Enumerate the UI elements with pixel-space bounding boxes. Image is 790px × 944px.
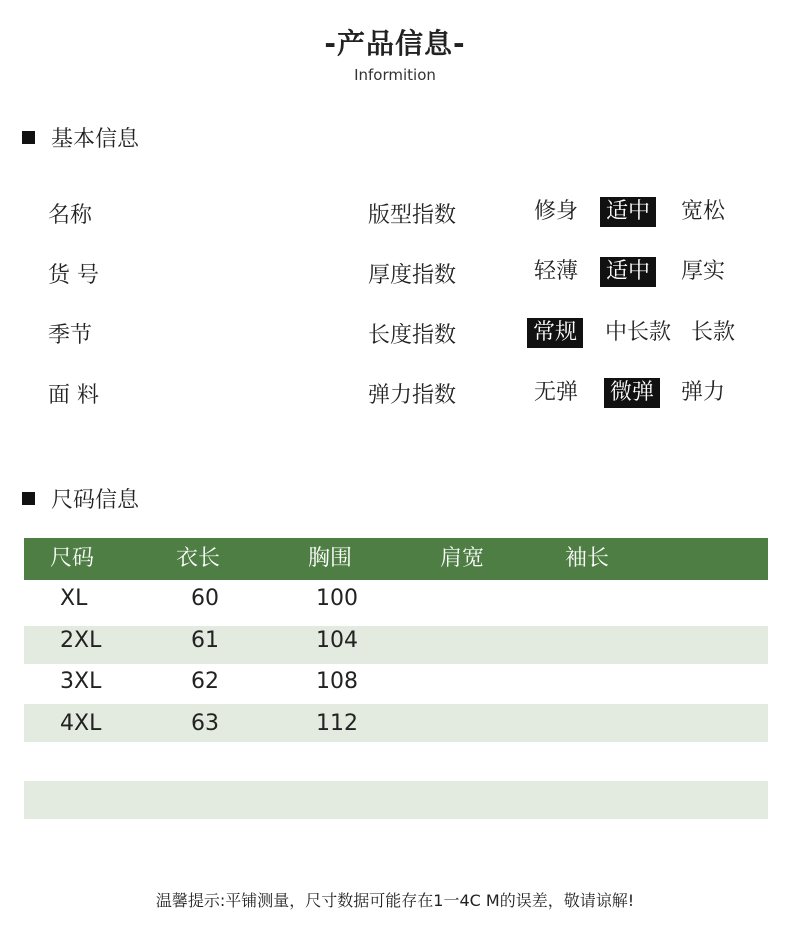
cell-chest: 112 — [316, 711, 358, 736]
elasticity-option-none: 无弹 — [534, 380, 579, 405]
page-subtitle: Informition — [354, 66, 436, 84]
cell-chest: 100 — [316, 586, 358, 611]
column-header-chest: 胸围 — [308, 546, 353, 571]
index-fit-label: 版型指数 — [368, 203, 457, 228]
section-size-info — [22, 483, 139, 514]
length-option-regular-selected: 常规 — [527, 318, 583, 348]
fit-option-regular-selected: 适中 — [600, 197, 656, 227]
cell-length: 61 — [191, 628, 219, 653]
cell-size: 2XL — [60, 628, 102, 653]
label-season: 季节 — [48, 323, 93, 348]
cell-size: XL — [60, 586, 88, 611]
length-option-long: 长款 — [691, 320, 736, 345]
column-header-length: 衣长 — [176, 546, 221, 571]
thickness-option-medium-selected: 适中 — [600, 257, 656, 287]
table-row-band-empty — [24, 781, 768, 819]
elasticity-option-stretch: 弹力 — [681, 380, 726, 405]
measurement-note: 温馨提示:平铺测量，尺寸数据可能存在1一4C M的误差，敬请谅解! — [155, 891, 635, 910]
cell-size: 4XL — [60, 711, 102, 736]
section-basic-info-heading: 基本信息 — [51, 127, 140, 152]
table-row-band — [24, 704, 768, 742]
label-item-number: 货 号 — [48, 263, 99, 288]
section-size-info-heading: 尺码信息 — [51, 488, 140, 513]
table-row-band — [24, 626, 768, 664]
cell-length: 62 — [191, 669, 219, 694]
label-fabric: 面 料 — [48, 383, 99, 408]
square-bullet-icon — [22, 131, 35, 144]
cell-chest: 108 — [316, 669, 358, 694]
cell-size: 3XL — [60, 669, 102, 694]
column-header-sleeve: 袖长 — [565, 546, 610, 571]
cell-chest: 104 — [316, 628, 358, 653]
length-option-mid-long: 中长款 — [605, 320, 672, 345]
column-header-shoulder: 肩宽 — [440, 546, 485, 571]
thickness-option-thin: 轻薄 — [534, 259, 579, 284]
label-name: 名称 — [48, 203, 93, 228]
cell-length: 60 — [191, 586, 219, 611]
index-length-label: 长度指数 — [368, 323, 457, 348]
size-table-header — [24, 538, 768, 580]
fit-option-slim: 修身 — [534, 199, 579, 224]
fit-option-loose: 宽松 — [681, 199, 726, 224]
column-header-size: 尺码 — [50, 546, 95, 571]
page-title: -产品信息- — [324, 27, 466, 60]
index-thickness-label: 厚度指数 — [368, 263, 457, 288]
index-elasticity-label: 弹力指数 — [368, 383, 457, 408]
square-bullet-icon — [22, 492, 35, 505]
elasticity-option-slight-selected: 微弹 — [604, 378, 660, 408]
section-basic-info — [22, 122, 139, 153]
cell-length: 63 — [191, 711, 219, 736]
thickness-option-thick: 厚实 — [681, 259, 726, 284]
